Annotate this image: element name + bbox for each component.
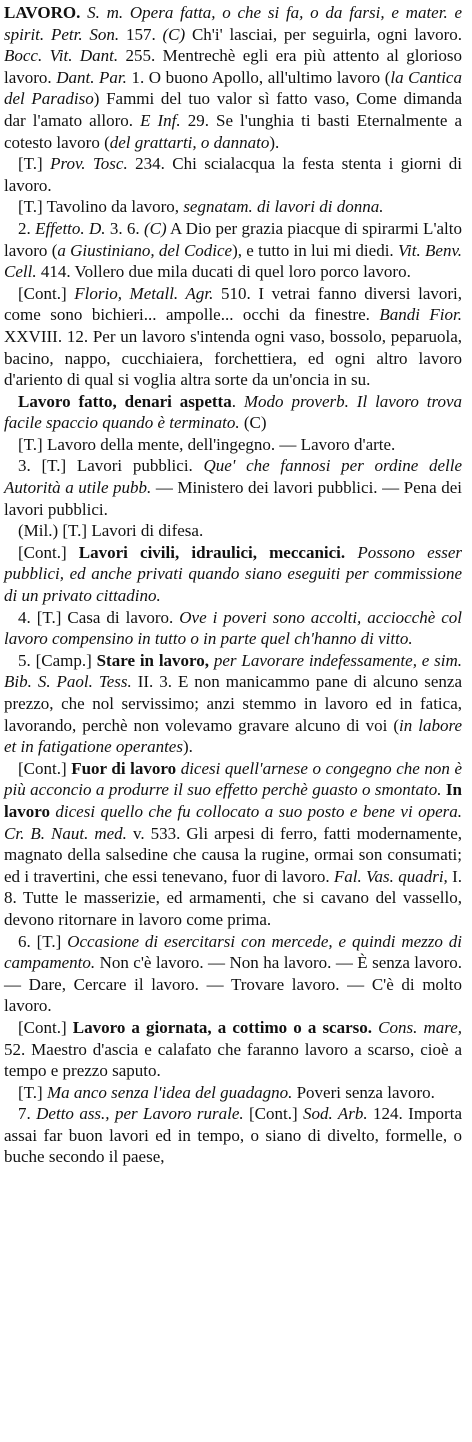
italic-text: segnatam. di lavori di donna. bbox=[183, 197, 384, 217]
dictionary-paragraph bbox=[4, 2, 467, 153]
body-text: 3. [T.] Lavori pubblici. bbox=[18, 456, 204, 476]
body-text: 29. Se l'unghia ti basti Eternalmente a cotesto lavoro ( bbox=[4, 110, 467, 152]
body-text: ) Fammi del tuo valor sì fatto vaso, Come dimanda dar l'amato alloro. bbox=[4, 89, 467, 130]
headword-text: Lavoro a giornata, a cottimo o a scarso. bbox=[72, 1017, 373, 1037]
dictionary-paragraph bbox=[4, 1082, 462, 1104]
body-text: [T.] bbox=[18, 154, 51, 174]
dictionary-paragraph bbox=[4, 650, 467, 758]
dictionary-paragraph bbox=[4, 218, 467, 283]
italic-text: (C) bbox=[143, 218, 167, 238]
body-text: I. 8. Tutte le masserizie, ed armamenti, che si cavano del vassello, devono ritornare in lavoro come prima. bbox=[4, 866, 467, 929]
body-text: ). bbox=[182, 737, 193, 757]
body-text: 510. I vetrai fanno diversi lavori, come sono bichieri... ampolle... occhi da finestre. bbox=[4, 283, 467, 325]
body-text: — Ministero dei lavori pubblici. — Pena dei lavori pubblici. bbox=[4, 478, 467, 519]
body-text: 255. Mentrechè egli era più attento al glorioso lavoro. bbox=[4, 46, 467, 87]
dictionary-paragraph bbox=[4, 1017, 467, 1082]
body-text: [T.] Tavolino da lavoro, bbox=[18, 197, 184, 217]
headword-text: LAVORO. bbox=[4, 3, 81, 22]
italic-text: (C) bbox=[162, 24, 186, 44]
italic-text: Effetto. D. bbox=[35, 218, 106, 238]
body-text: 124. Importa assai far buon lavori ed in tempo, o siano di divelto, formelle, o buche secondo il paese, bbox=[4, 1104, 467, 1167]
italic-text: E Inf. bbox=[140, 110, 181, 130]
headword-text: In lavoro bbox=[4, 780, 467, 821]
dictionary-paragraph bbox=[4, 931, 467, 1017]
italic-text: Fal. Vas. quadri, bbox=[333, 866, 448, 886]
italic-text: Prov. Tosc. bbox=[50, 154, 128, 174]
dictionary-paragraph bbox=[4, 283, 467, 391]
italic-text: Possono esser pubblici, ed anche privati quando siano eseguiti per commissione di un privato cittadino. bbox=[4, 542, 467, 606]
italic-text: Dant. Par. bbox=[56, 67, 127, 87]
italic-text: Detto ass., per Lavoro rurale. bbox=[36, 1104, 244, 1124]
dictionary-paragraph bbox=[4, 607, 467, 650]
italic-text: Cons. mare, bbox=[378, 1017, 463, 1037]
body-text: [Cont.] bbox=[243, 1104, 304, 1124]
body-text bbox=[345, 543, 357, 562]
body-text: 5. [Camp.] bbox=[18, 650, 97, 670]
body-text: A Dio per grazia piacque di spirarmi L'alto lavoro ( bbox=[4, 218, 467, 260]
body-text: (Mil.) [T.] Lavori di difesa. bbox=[18, 521, 204, 541]
italic-text: Bocc. Vit. Dant. bbox=[4, 46, 119, 66]
body-text: 7. bbox=[18, 1104, 37, 1124]
body-text: (C) bbox=[239, 413, 267, 433]
body-text: 234. Chi scialacqua la festa stenta i giorni di lavoro. bbox=[4, 154, 467, 195]
headword-text: Lavoro fatto, denari aspetta bbox=[18, 391, 232, 411]
body-text: 3. 6. bbox=[105, 218, 144, 238]
italic-text: Que' che fannosi per ordine delle Autorità a utile pubb. bbox=[4, 456, 466, 498]
italic-text: Bandi Fior. bbox=[379, 305, 462, 325]
body-text: 157. bbox=[119, 24, 163, 44]
body-text: 1. O buono Apollo, all'ultimo lavoro ( bbox=[126, 67, 391, 87]
italic-text: S. m. Opera fatta, o che si fa, o da farsi, e mater. e spirit. Petr. Son. bbox=[4, 3, 467, 44]
body-text: [T.] Lavoro della mente, dell'ingegno. — Lavoro d'arte. bbox=[18, 434, 396, 454]
italic-text: Modo proverb. Il lavoro trova facile spaccio quando è terminato. bbox=[4, 391, 467, 433]
body-text: ). bbox=[269, 132, 280, 152]
body-text: . bbox=[231, 391, 244, 411]
italic-text: Sod. Arb. bbox=[303, 1104, 368, 1124]
dictionary-paragraph bbox=[4, 153, 467, 196]
body-text: v. 533. Gli arpesi di ferro, fatti modernamente, magnato della salsedine che causa la rugine, ormai son consumati; ed i travertini, che essi tenevano, fuor di lavoro. bbox=[4, 823, 467, 886]
italic-text: Occasione di esercitarsi con mercede, e quindi mezzo di campamento. bbox=[4, 931, 467, 973]
headword-text: Fuor di lavoro bbox=[71, 758, 177, 778]
body-text: XXVIII. 12. Per un lavoro s'intenda ogni vaso, bossolo, peparuola, bacino, nappo, cucchiaiera, forchettiera, ed ogni altro lavoro d'ariento di qual si voglia altra sorte da un'oncia in su. bbox=[4, 305, 467, 390]
italic-text: Ma anco senza l'idea del guadagno. bbox=[46, 1082, 293, 1102]
body-text: 414. Vollero due mila ducati di quel loro porco lavoro. bbox=[36, 262, 411, 282]
body-text: II. 3. E non manicammo pane di alcuno senza prezzo, che nol servissimo; anzi stemmo in lavoro ed in fatica, lavorando, perchè non volevamo gravare alcuno di voi ( bbox=[4, 672, 467, 735]
body-text: [Cont.] bbox=[18, 283, 75, 303]
body-text: 52. Maestro d'ascia e calafato che faranno lavoro a scarso, cioè a tempo e prezzo saputo. bbox=[4, 1017, 467, 1081]
body-text: Non c'è lavoro. — Non ha lavoro. — È senza lavoro. — Dare, Cercare il lavoro. — Trovare lavoro. — C'è di molto lavoro. bbox=[4, 953, 467, 1016]
dictionary-paragraph bbox=[4, 455, 467, 520]
headword-text: Stare in lavoro, bbox=[96, 650, 210, 670]
dictionary-paragraph bbox=[4, 520, 462, 542]
italic-text: Florio, Metall. Agr. bbox=[74, 283, 214, 303]
body-text: [T.] bbox=[18, 1082, 47, 1102]
dictionary-paragraph bbox=[4, 391, 467, 434]
body-text: Ch'i' lasciai, per seguirla, ogni lavoro. bbox=[185, 24, 467, 44]
italic-text: Vit. Benv. Cell. bbox=[4, 240, 467, 282]
italic-text: in labore et in fatigatione operantes bbox=[4, 715, 467, 757]
italic-text: dicesi quello che fu collocato a suo posto e bene vi opera. Cr. B. Naut. med. bbox=[4, 801, 467, 843]
dictionary-paragraph bbox=[4, 758, 467, 931]
italic-text: del grattarti, o dannato bbox=[109, 132, 270, 152]
dictionary-paragraph bbox=[4, 434, 462, 456]
italic-text: per Lavorare indefessamente, e sim. Bib. S. Paol. Tess. bbox=[4, 650, 467, 692]
dictionary-paragraph bbox=[4, 1103, 467, 1168]
dictionary-paragraph bbox=[4, 542, 467, 607]
italic-text: dicesi quell'arnese o congegno che non è più acconcio a produrre il suo effetto perchè guasto o smontato. bbox=[4, 758, 467, 800]
dictionary-paragraph bbox=[4, 196, 462, 218]
italic-text: a Giustiniano, del Codice bbox=[57, 240, 233, 260]
body-text: Poveri senza lavoro. bbox=[292, 1082, 435, 1102]
body-text: [Cont.] bbox=[18, 542, 79, 562]
body-text: 2. bbox=[18, 218, 36, 238]
body-text: ), e tutto in lui mi diedi. bbox=[232, 240, 398, 260]
italic-text: la Cantica del Paradiso bbox=[4, 67, 467, 109]
body-text: 6. [T.] bbox=[18, 931, 68, 951]
body-text: 4. [T.] Casa di lavoro. bbox=[18, 607, 180, 627]
body-text: [Cont.] bbox=[18, 1017, 73, 1037]
italic-text: Ove i poveri sono accolti, acciocchè col lavoro compensino in tutto o in parte quel ch'hanno di vitto. bbox=[4, 607, 467, 649]
body-text: [Cont.] bbox=[18, 758, 72, 778]
headword-text: Lavori civili, idraulici, meccanici. bbox=[78, 542, 346, 562]
